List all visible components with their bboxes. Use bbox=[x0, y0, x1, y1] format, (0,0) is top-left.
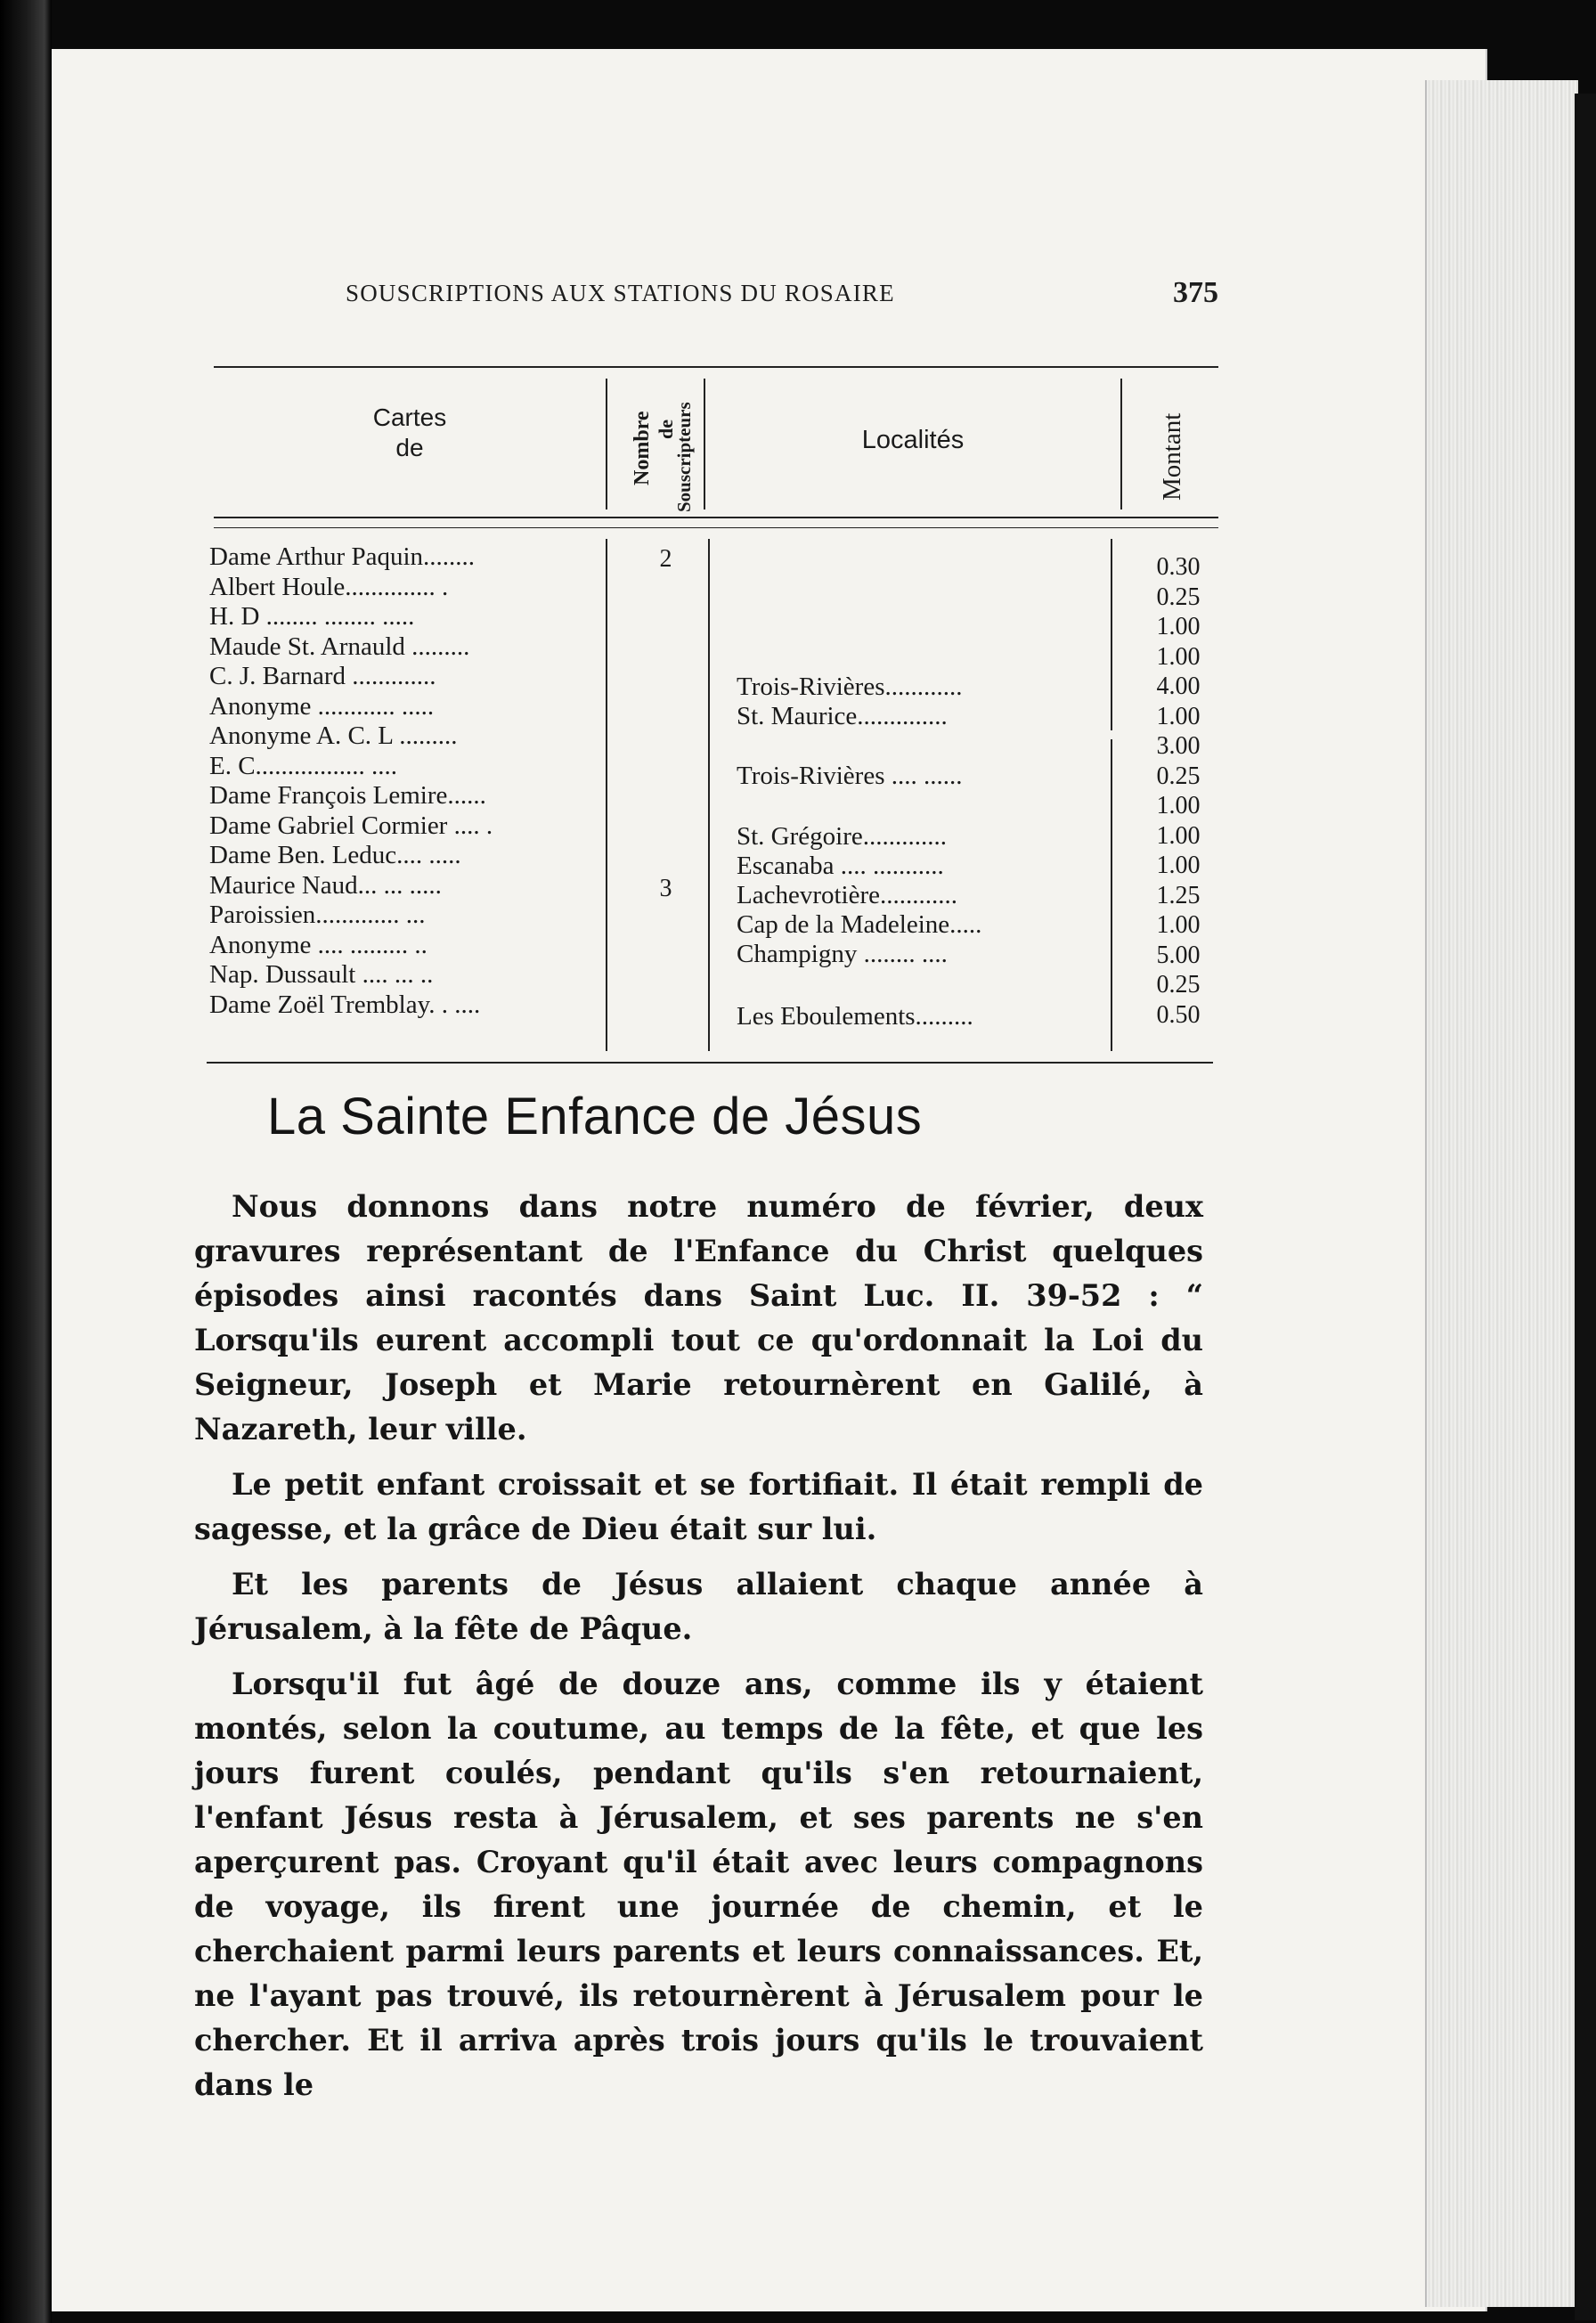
table-row-locality: St. Grégoire............. bbox=[737, 822, 947, 851]
table-row-locality: Escanaba .... ........... bbox=[737, 852, 944, 880]
table-row-locality: Lachevrotière............ bbox=[737, 881, 958, 909]
table-row-name: H. D ........ ........ ..... bbox=[209, 602, 415, 631]
table-row-amount: 1.00 bbox=[1156, 702, 1201, 730]
page-edges bbox=[1425, 80, 1578, 2307]
table-row-amount: 1.00 bbox=[1156, 911, 1201, 939]
book-spine-shadow bbox=[0, 0, 52, 2323]
running-title: SOUSCRIPTIONS AUX STATIONS DU ROSAIRE bbox=[346, 280, 895, 306]
background-edge bbox=[1575, 94, 1596, 2320]
table-row-locality: Cap de la Madeleine..... bbox=[737, 910, 982, 939]
names-column bbox=[209, 542, 601, 1020]
table-row-amount: 0.50 bbox=[1156, 1000, 1201, 1029]
count-cell: 3 bbox=[659, 875, 672, 902]
table-row-name: Maude St. Arnauld ......... bbox=[209, 632, 470, 661]
table-row-amount: 1.00 bbox=[1156, 642, 1201, 671]
table-row-name: Maurice Naud... ... ..... bbox=[209, 870, 442, 900]
table-row-amount: 0.25 bbox=[1156, 583, 1201, 611]
column-divider bbox=[606, 539, 607, 1051]
header-localites: Localités bbox=[861, 426, 965, 454]
table-row-name: C. J. Barnard ............. bbox=[209, 662, 436, 690]
table-row-amount: 0.25 bbox=[1156, 762, 1201, 790]
header-cartes-line1: Cartes bbox=[372, 403, 447, 431]
table-row-amount: 1.25 bbox=[1156, 881, 1201, 909]
table-row-locality: Les Eboulements......... bbox=[737, 1002, 973, 1031]
table-row-locality: Champigny ........ .... bbox=[737, 940, 948, 968]
table-row-locality: St. Maurice.............. bbox=[737, 702, 948, 730]
table-row-name: Dame Ben. Leduc.... ..... bbox=[209, 841, 461, 869]
table-row-amount: 4.00 bbox=[1156, 672, 1201, 700]
article-body bbox=[194, 1185, 1203, 2118]
table-row-amount: 1.00 bbox=[1156, 852, 1201, 879]
table-row-name: Anonyme ............ ..... bbox=[209, 691, 435, 721]
table-top-rule bbox=[214, 366, 1218, 368]
column-divider bbox=[606, 379, 607, 509]
table-row-name: Dame Gabriel Cormier .... . bbox=[209, 811, 493, 840]
paragraph: Et les parents de Jésus allaient chaque année à Jérusalem, à la fête de Pâque. bbox=[194, 1567, 1203, 1646]
header-nombre: Nombre bbox=[631, 411, 654, 485]
column-divider bbox=[1120, 379, 1122, 509]
count-cell: 2 bbox=[659, 545, 672, 573]
column-divider bbox=[708, 539, 710, 1051]
table-row-locality: Trois-Rivières............ bbox=[737, 672, 963, 701]
paragraph: Nous donnons dans notre numéro de février, deux gravures représentant de l'Enfance du Christ quelques épisodes ainsi racontés dans Saint Luc. II. 39-52 : “ Lorsqu'ils eurent accompli tout ce qu'ordonnait la Loi du Seigneur, Joseph et Marie retournèrent en Galilé, à Nazareth, leur ville. bbox=[194, 1189, 1203, 1447]
column-divider bbox=[1111, 539, 1112, 730]
table-row-amount: 0.30 bbox=[1156, 553, 1201, 581]
amounts-column bbox=[1138, 552, 1218, 1030]
table-row-amount: 1.00 bbox=[1156, 613, 1201, 640]
table-header-rule bbox=[214, 517, 1218, 518]
table-row-amount: 1.00 bbox=[1156, 821, 1201, 850]
paragraph: Le petit enfant croissait et se fortifiait. Il était rempli de sagesse, et la grâce de Dieu était sur lui. bbox=[194, 1467, 1203, 1546]
table-row-name: Anonyme A. C. L ......... bbox=[209, 721, 458, 750]
table-row-name: Dame François Lemire...... bbox=[209, 781, 486, 810]
table-row-name: Albert Houle.............. . bbox=[209, 572, 449, 601]
table-header-rule-2 bbox=[214, 527, 1218, 528]
table-row-name: Dame Arthur Paquin........ bbox=[209, 542, 476, 571]
paragraph: Lorsqu'il fut âgé de douze ans, comme ils y étaient montés, selon la coutume, au temps de la fête, et que les jours furent coulés, pendant qu'ils s'en retournaient, l'enfant Jésus resta à Jérusalem, et ses parents ne s'en aperçurent pas. Croyant qu'il était avec leurs compagnons de voyage, ils firent une journée de chemin, et le cherchaient parmi leurs parents et leurs connaissances. Et, ne l'ayant pas trouvé, ils retournèrent à Jérusalem pour le chercher. Et il arriva après trois jours qu'ils le trouvaient dans le bbox=[194, 1667, 1203, 2102]
table-row-name: Dame Zoël Tremblay. . .... bbox=[209, 990, 481, 1019]
column-divider bbox=[704, 379, 705, 509]
section-title: La Sainte Enfance de Jésus bbox=[267, 1088, 923, 1145]
table-bottom-rule bbox=[207, 1062, 1213, 1064]
table-row-amount: 3.00 bbox=[1156, 732, 1201, 760]
table-row-name: Paroissien............. ... bbox=[209, 901, 426, 929]
header-montant: Montant bbox=[1158, 412, 1186, 501]
running-head bbox=[346, 276, 1218, 315]
table-row-amount: 1.00 bbox=[1156, 792, 1201, 819]
header-nombre-de: de bbox=[655, 420, 677, 439]
table-row-name: E. C................. .... bbox=[209, 751, 398, 780]
header-cartes bbox=[338, 403, 481, 463]
table-row-locality: Trois-Rivières .... ...... bbox=[737, 762, 963, 790]
page-number: 375 bbox=[1173, 276, 1218, 309]
table-row-name: Anonyme .... ......... .. bbox=[209, 930, 428, 959]
column-divider bbox=[1111, 739, 1112, 1051]
header-souscripteurs: Souscripteurs bbox=[673, 402, 695, 512]
header-cartes-line2: de bbox=[395, 434, 424, 461]
table-row-name: Nap. Dussault .... ... .. bbox=[209, 960, 434, 989]
table-row-amount: 5.00 bbox=[1156, 941, 1201, 969]
table-row-amount: 0.25 bbox=[1156, 971, 1201, 998]
